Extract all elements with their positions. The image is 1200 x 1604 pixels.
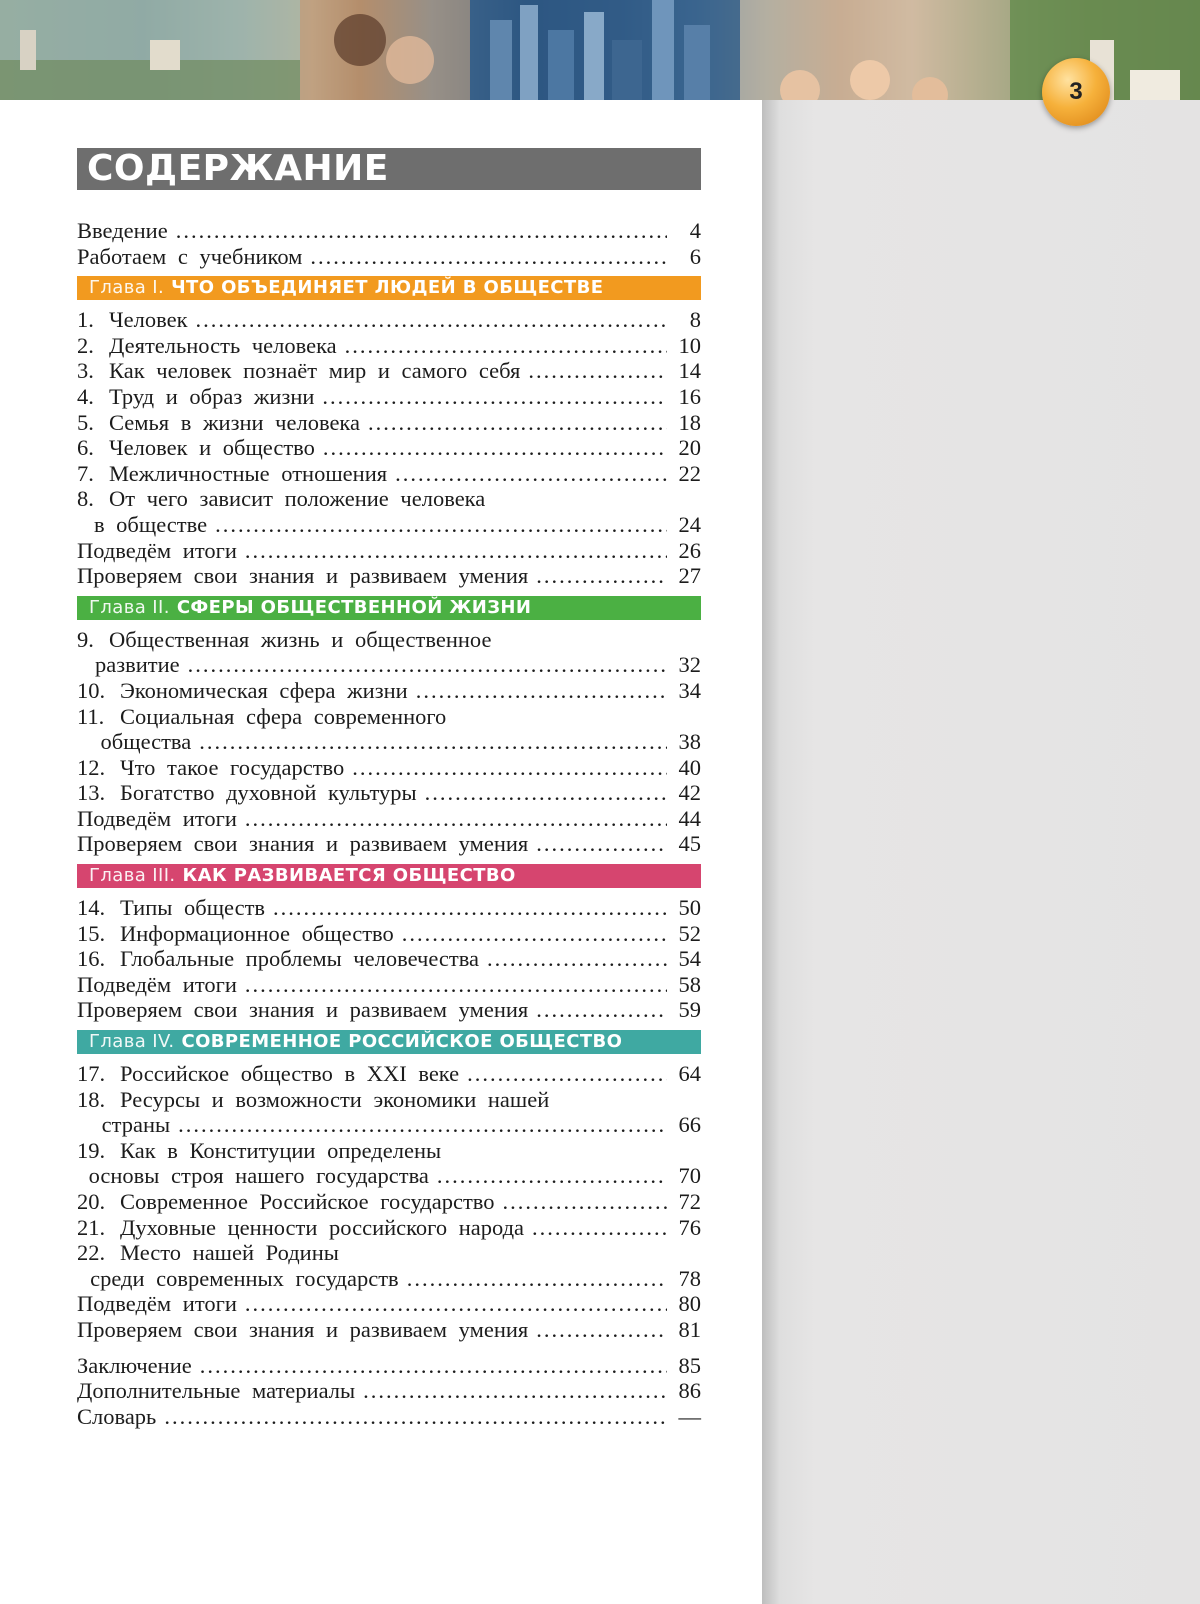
toc-entry[interactable] — [77, 1189, 701, 1215]
toc-entry-page: 6 — [689, 243, 701, 269]
toc-entry-title: Человек — [109, 307, 188, 333]
toc-entry-title: Заключение — [77, 1352, 192, 1378]
toc-entry-title: Подведём итоги — [77, 971, 237, 997]
toc-entry[interactable] — [77, 755, 701, 781]
toc-entry-title: От чего зависит положение человека — [109, 486, 486, 512]
toc-entry-page: 85 — [678, 1352, 701, 1378]
toc-entry-title: Типы обществ — [120, 895, 266, 921]
toc-leader-dots — [176, 218, 667, 244]
toc-entry-title: Проверяем свои знания и развиваем умения — [77, 563, 529, 589]
toc-entry[interactable] — [77, 1291, 701, 1317]
chapter-header-2[interactable] — [77, 596, 701, 620]
right-margin-panel — [762, 100, 1200, 1604]
toc-entry-title: Что такое государство — [120, 754, 345, 780]
toc-entry-page: 66 — [678, 1112, 701, 1138]
toc-entry[interactable] — [77, 1317, 701, 1343]
toc-leader-dots — [536, 831, 667, 857]
toc-entry-title-continued: среди современных государств — [90, 1265, 399, 1291]
toc-entry-title: Как в Конституции определены — [120, 1137, 442, 1163]
toc-entry[interactable] — [77, 972, 701, 998]
toc-entry-number: 8. — [77, 486, 94, 512]
toc-entry-number: 1. — [77, 307, 94, 333]
toc-leader-dots — [345, 333, 667, 359]
toc-entry-page: 72 — [678, 1189, 701, 1214]
toc-leader-dots — [323, 435, 667, 461]
toc-leader-dots — [245, 806, 667, 832]
toc-entry[interactable] — [77, 1353, 701, 1379]
toc-entry-page: 8 — [689, 307, 701, 333]
toc-entry-number: 13. — [77, 780, 106, 806]
toc-entry[interactable] — [77, 627, 701, 653]
toc-entry-continuation[interactable] — [77, 729, 701, 755]
toc-leader-dots — [245, 1291, 667, 1317]
toc-entry-continuation[interactable] — [77, 1266, 701, 1292]
toc-entry[interactable] — [77, 1378, 701, 1404]
toc-entry[interactable] — [77, 384, 701, 410]
toc-leader-dots — [536, 997, 667, 1023]
toc-entry[interactable] — [77, 1404, 701, 1430]
toc-leader-dots — [528, 358, 667, 384]
toc-entry-page: 54 — [678, 946, 701, 972]
toc-entry-title-continued: основы строя нашего государства — [88, 1163, 429, 1189]
toc-entry-page: 32 — [678, 652, 701, 678]
contents-title: СОДЕРЖАНИЕ — [77, 148, 701, 190]
toc-leader-dots — [200, 1353, 667, 1379]
toc-leader-dots — [536, 1317, 667, 1343]
toc-entry[interactable] — [77, 946, 701, 972]
toc-entry-title-continued: общества — [100, 729, 192, 755]
toc-leader-dots — [215, 512, 667, 538]
chapter-label: Глава II. — [89, 596, 170, 618]
toc-entry[interactable] — [77, 1087, 701, 1113]
toc-entry[interactable] — [77, 538, 701, 564]
toc-leader-dots — [245, 538, 667, 564]
toc-entry-number: 21. — [77, 1214, 106, 1240]
toc-entry-continuation[interactable] — [77, 512, 701, 538]
toc-entry-title: Межличностные отношения — [109, 460, 388, 486]
toc-entry-number: 5. — [77, 409, 94, 435]
chapter-title: КАК РАЗВИВАЕТСЯ ОБЩЕСТВО — [182, 865, 516, 887]
toc-leader-dots — [437, 1163, 667, 1189]
toc-leader-dots — [487, 946, 667, 972]
table-of-contents — [77, 218, 701, 1429]
toc-entry[interactable] — [77, 1240, 701, 1266]
toc-entry[interactable] — [77, 563, 701, 589]
toc-entry-title: Как человек познаёт мир и самого себя — [109, 358, 521, 384]
toc-entry-title: Духовные ценности российского народа — [120, 1214, 525, 1240]
toc-entry[interactable] — [77, 678, 701, 704]
toc-entry-page: 86 — [678, 1378, 701, 1404]
toc-entry-number: 10. — [77, 677, 106, 703]
chapter-header-3[interactable] — [77, 864, 701, 888]
toc-leader-dots — [395, 461, 667, 487]
toc-entry[interactable] — [77, 1215, 701, 1241]
toc-entry-continuation[interactable] — [77, 1163, 701, 1189]
toc-entry[interactable] — [77, 358, 701, 384]
toc-leader-dots — [503, 1189, 667, 1215]
toc-entry-page: 22 — [678, 460, 701, 486]
toc-entry[interactable] — [77, 410, 701, 436]
toc-entry-number: 14. — [77, 895, 106, 921]
toc-entry-title: Проверяем свои знания и развиваем умения — [77, 997, 529, 1023]
toc-entry-title: Труд и образ жизни — [109, 383, 315, 409]
toc-entry[interactable] — [77, 921, 701, 947]
toc-entry-title: Современное Российское государство — [120, 1189, 495, 1214]
toc-entry-page: 34 — [678, 677, 701, 703]
toc-entry-page: 24 — [678, 511, 701, 537]
toc-leader-dots — [196, 307, 668, 333]
toc-leader-dots — [310, 244, 667, 270]
toc-entry[interactable] — [77, 1138, 701, 1164]
toc-entry[interactable] — [77, 244, 701, 270]
toc-entry-number: 12. — [77, 754, 106, 780]
toc-entry-page: 52 — [678, 920, 701, 946]
toc-entry[interactable] — [77, 333, 701, 359]
toc-leader-dots — [467, 1061, 667, 1087]
toc-leader-dots — [532, 1215, 667, 1241]
toc-entry-page: 14 — [678, 358, 701, 384]
toc-entry-number: 19. — [77, 1137, 106, 1163]
toc-entry-continuation[interactable] — [77, 652, 701, 678]
toc-entry-continuation[interactable] — [77, 1112, 701, 1138]
toc-entry[interactable] — [77, 831, 701, 857]
toc-leader-dots — [416, 678, 667, 704]
toc-entry-title: Экономическая сфера жизни — [120, 677, 408, 703]
toc-entry[interactable] — [77, 1061, 701, 1087]
toc-entry-title: Работаем с учебником — [77, 243, 303, 269]
toc-entry-number: 15. — [77, 920, 106, 946]
toc-entry-title-continued: страны — [101, 1112, 171, 1138]
chapter-header-1[interactable] — [77, 276, 701, 300]
toc-entry-page: — — [678, 1403, 701, 1429]
toc-entry-title: Проверяем свои знания и развиваем умения — [77, 831, 529, 857]
toc-leader-dots — [322, 384, 667, 410]
toc-entry-page: 16 — [678, 383, 701, 409]
toc-entry-page: 45 — [678, 831, 701, 857]
chapter-label: Глава III. — [89, 865, 176, 887]
toc-entry-page: 44 — [678, 805, 701, 831]
toc-entry[interactable] — [77, 307, 701, 333]
toc-entry-title: Словарь — [77, 1403, 157, 1429]
toc-entry-page: 38 — [678, 729, 701, 755]
toc-entry-page: 18 — [678, 409, 701, 435]
toc-entry-page: 42 — [678, 780, 701, 806]
toc-entry-number: 11. — [77, 703, 105, 729]
toc-entry-page: 80 — [678, 1291, 701, 1317]
toc-entry-page: 40 — [678, 754, 701, 780]
toc-leader-dots — [402, 921, 667, 947]
chapter-title: ЧТО ОБЪЕДИНЯЕТ ЛЮДЕЙ В ОБЩЕСТВЕ — [171, 277, 604, 299]
toc-entry-number: 4. — [77, 383, 94, 409]
toc-leader-dots — [368, 410, 667, 436]
toc-entry[interactable] — [77, 704, 701, 730]
toc-entry-number: 20. — [77, 1189, 106, 1214]
toc-leader-dots — [178, 1112, 667, 1138]
toc-entry-title: Подведём итоги — [77, 1291, 237, 1317]
toc-entry-page: 76 — [678, 1214, 701, 1240]
toc-entry-title-continued: в обществе — [93, 511, 208, 537]
toc-entry-title: Деятельность человека — [109, 332, 337, 358]
toc-entry-title: Социальная сфера современного — [120, 703, 447, 729]
toc-entry-page: 27 — [678, 563, 701, 589]
toc-entry-page: 81 — [678, 1316, 701, 1342]
toc-entry-number: 3. — [77, 358, 94, 384]
toc-entry-number: 17. — [77, 1061, 106, 1087]
toc-leader-dots — [363, 1378, 667, 1404]
toc-leader-dots — [199, 729, 667, 755]
toc-entry-number: 9. — [77, 626, 94, 652]
toc-entry-page: 20 — [678, 435, 701, 461]
toc-entry-title: Место нашей Родины — [120, 1240, 339, 1266]
chapter-title: СФЕРЫ ОБЩЕСТВЕННОЙ ЖИЗНИ — [176, 596, 532, 618]
toc-entry[interactable] — [77, 486, 701, 512]
toc-entry[interactable] — [77, 435, 701, 461]
toc-entry-title: Дополнительные материалы — [77, 1378, 356, 1404]
toc-entry[interactable] — [77, 895, 701, 921]
toc-entry-page: 58 — [678, 971, 701, 997]
chapter-title: СОВРЕМЕННОЕ РОССИЙСКОЕ ОБЩЕСТВО — [181, 1031, 623, 1053]
toc-leader-dots — [425, 780, 667, 806]
toc-entry[interactable] — [77, 780, 701, 806]
toc-entry-title: Проверяем свои знания и развиваем умения — [77, 1316, 529, 1342]
toc-entry-title: Ресурсы и возможности экономики нашей — [120, 1086, 550, 1112]
toc-entry-page: 59 — [678, 997, 701, 1023]
toc-leader-dots — [273, 895, 667, 921]
toc-entry[interactable] — [77, 461, 701, 487]
toc-entry-page: 10 — [678, 332, 701, 358]
toc-entry-page: 4 — [689, 218, 701, 243]
toc-leader-dots — [188, 652, 667, 678]
toc-entry-title: Богатство духовной культуры — [120, 780, 417, 806]
toc-entry-page: 50 — [678, 895, 701, 921]
toc-entry-title: Глобальные проблемы человечества — [120, 946, 480, 972]
toc-entry-page: 64 — [678, 1061, 701, 1087]
toc-entry-number: 16. — [77, 946, 106, 972]
toc-leader-dots — [164, 1404, 667, 1430]
toc-entry-title-continued: развитие — [94, 652, 180, 678]
toc-entry[interactable] — [77, 997, 701, 1023]
toc-entry-title: Человек и общество — [109, 435, 315, 461]
toc-entry[interactable] — [77, 806, 701, 832]
toc-entry-title: Семья в жизни человека — [109, 409, 361, 435]
toc-leader-dots — [352, 755, 667, 781]
section-gap — [77, 1343, 701, 1353]
chapter-header-4[interactable] — [77, 1030, 701, 1054]
page-number-badge: 3 — [1042, 58, 1110, 126]
toc-leader-dots — [536, 563, 667, 589]
toc-entry-number: 2. — [77, 332, 94, 358]
chapter-label: Глава IV. — [89, 1031, 175, 1053]
toc-entry-number: 6. — [77, 435, 94, 461]
toc-entry-page: 70 — [678, 1163, 701, 1189]
toc-entry-number: 22. — [77, 1240, 106, 1266]
toc-entry-title: Общественная жизнь и общественное — [109, 626, 492, 652]
chapter-label: Глава I. — [89, 277, 165, 299]
toc-leader-dots — [407, 1266, 667, 1292]
toc-entry-title: Подведём итоги — [77, 805, 237, 831]
toc-leader-dots — [245, 972, 667, 998]
toc-entry-title: Подведём итоги — [77, 537, 237, 563]
toc-entry-title: Информационное общество — [120, 920, 394, 946]
toc-entry-number: 18. — [77, 1086, 106, 1112]
toc-entry-page: 78 — [678, 1265, 701, 1291]
toc-entry-title: Введение — [77, 218, 168, 243]
toc-entry-number: 7. — [77, 460, 94, 486]
toc-entry-title: Российское общество в XXI веке — [120, 1061, 460, 1087]
toc-entry[interactable] — [77, 218, 701, 244]
toc-entry-page: 26 — [678, 537, 701, 563]
